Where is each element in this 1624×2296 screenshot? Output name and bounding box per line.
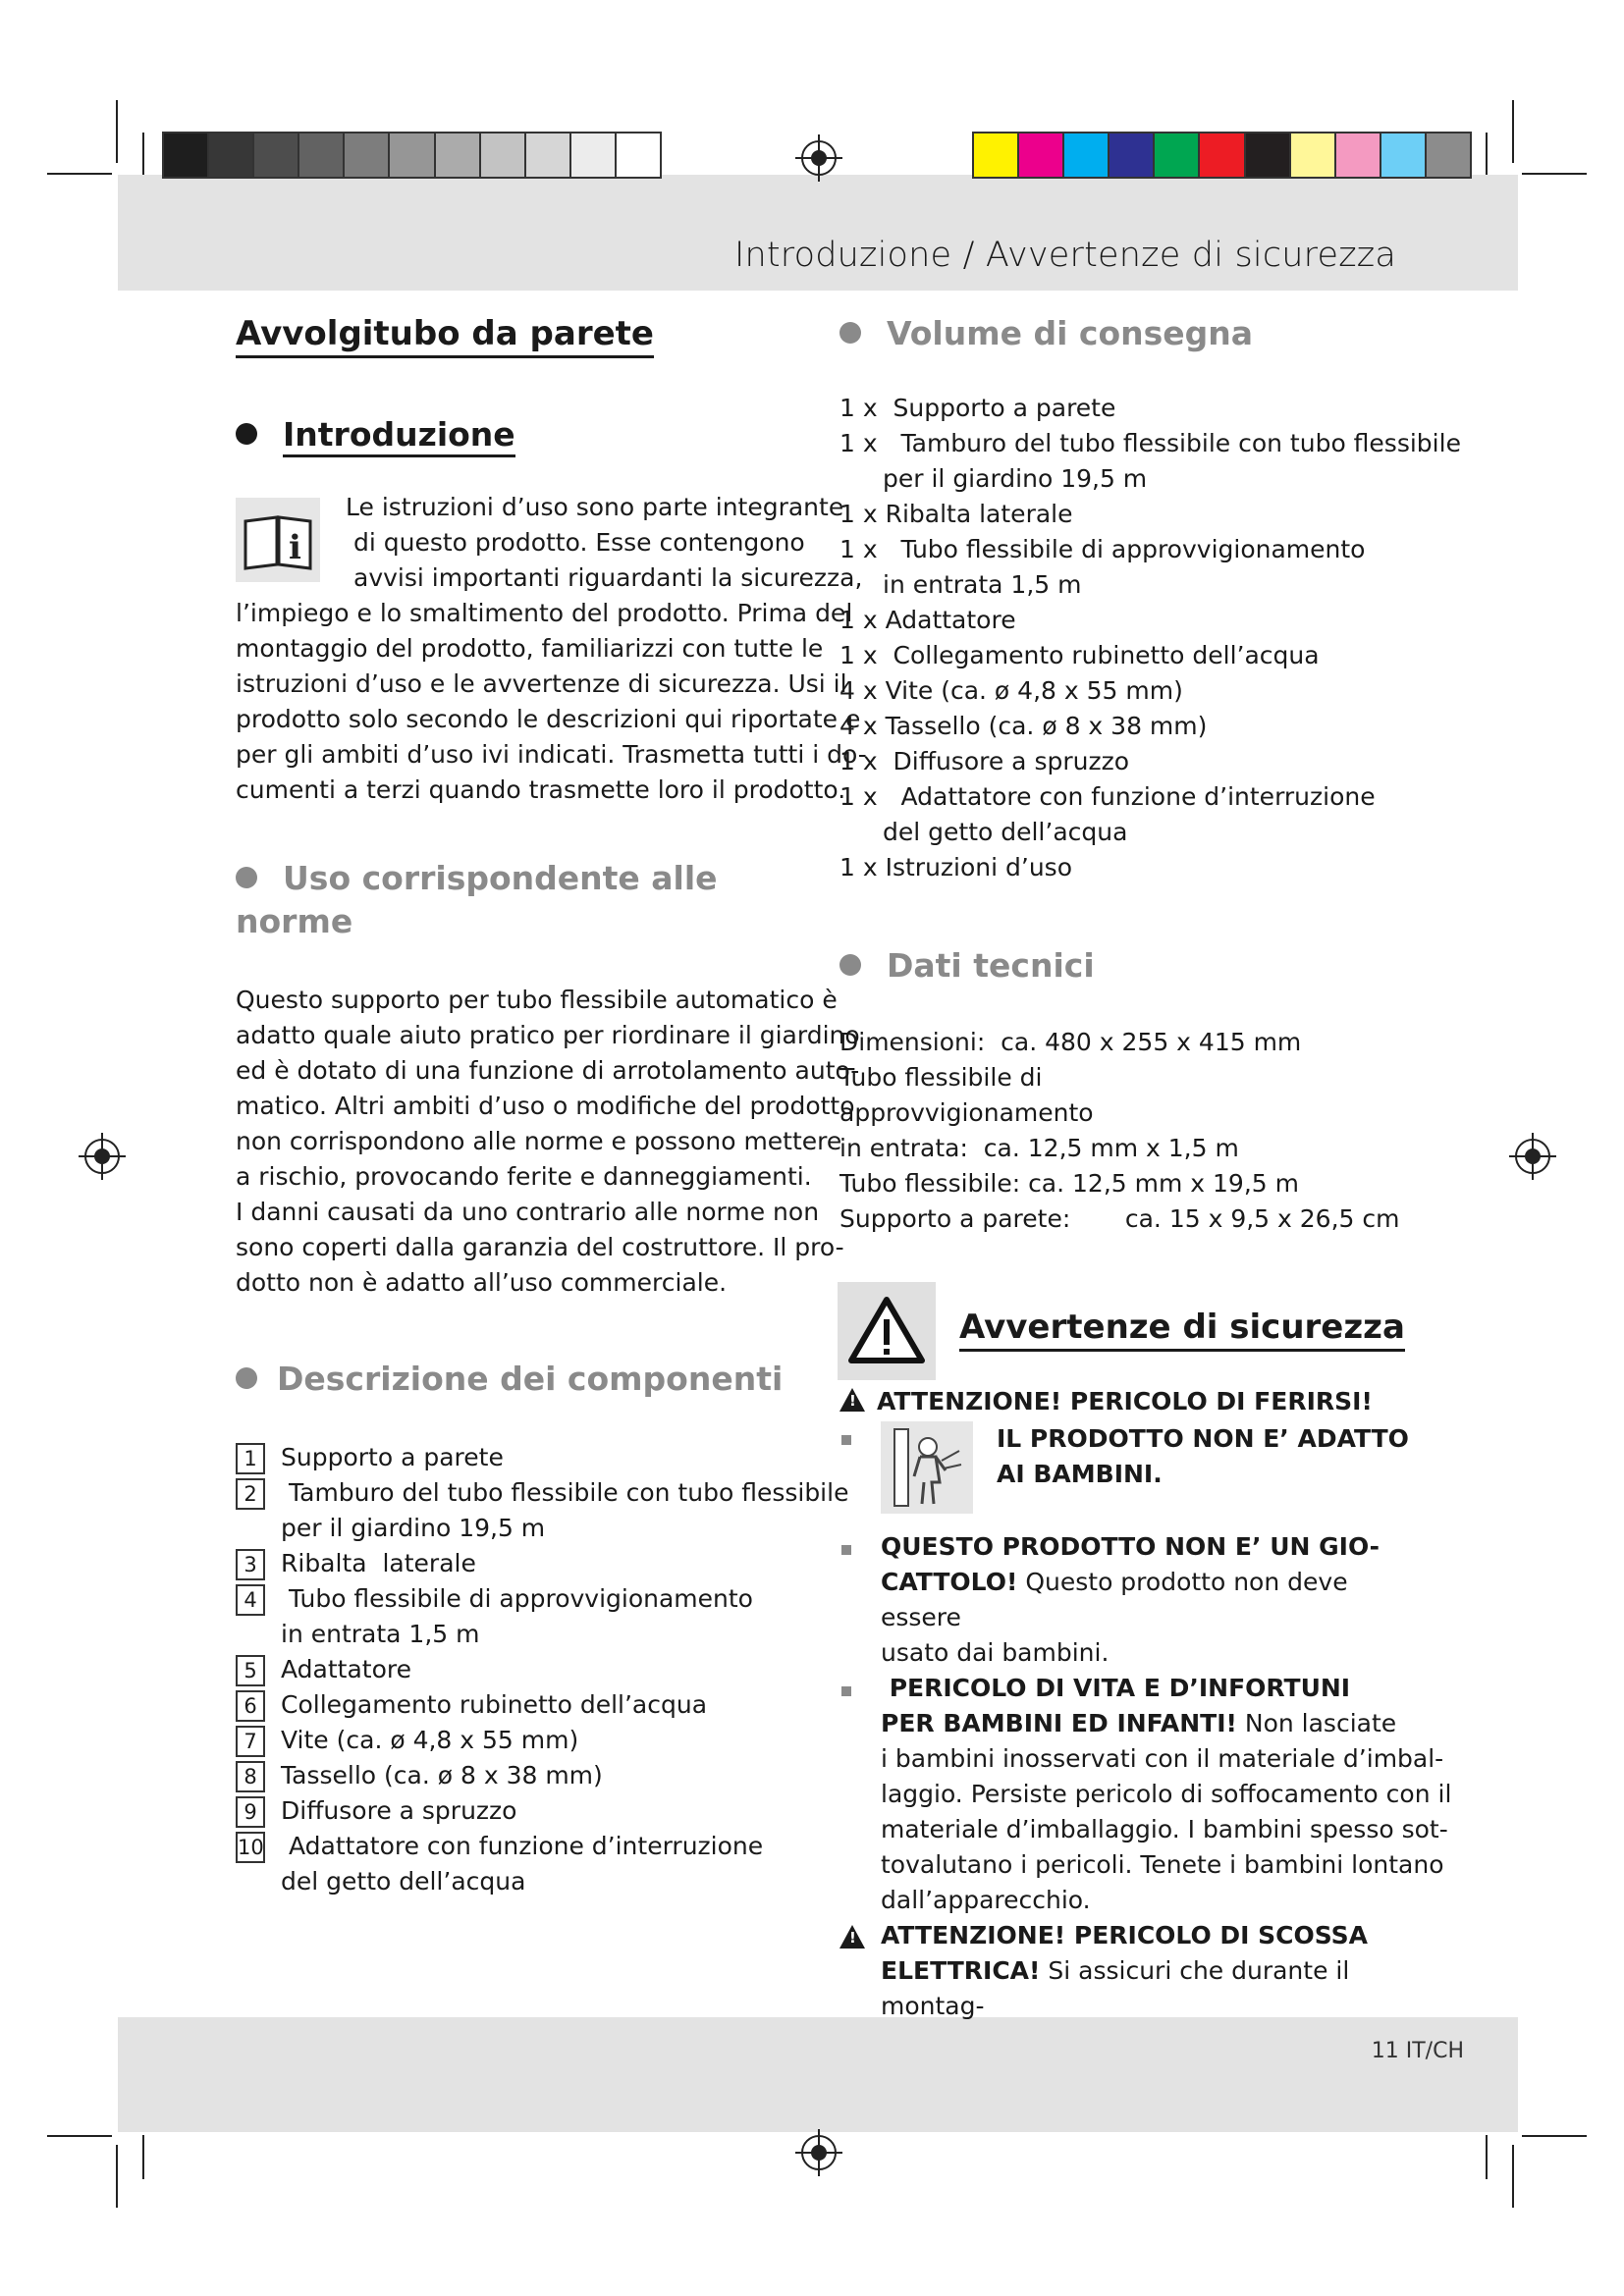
bullet-square-icon [841,1686,851,1696]
text-line: avvisi importanti riguardanti la sicurezza, [353,563,863,592]
component-label: Adattatore con funzione d’interruzione [289,1832,764,1860]
component-label: Ribalta laterale [281,1549,476,1577]
text-line: cumenti a terzi quando trasmette loro il prodotto. [236,775,846,804]
component-label: del getto dell’acqua [281,1867,526,1896]
component-label: Tassello (ca. ø 8 x 38 mm) [281,1761,603,1789]
text-line: dall’apparecchio. [881,1886,1091,1914]
text-line: Tubo flessibile: ca. 12,5 mm x 19,5 m [839,1169,1299,1198]
delivery-heading: Volume di consegna [839,312,1419,355]
text-line: a rischio, provocando ferite e danneggiamenti. [236,1162,812,1191]
color-swatch [1155,133,1200,177]
bullet-dot-icon [236,867,257,888]
delivery-list [839,391,1461,885]
left-column [236,312,867,1899]
component-number: 3 [236,1549,265,1580]
bullet-dot-icon [236,1367,257,1389]
text-line: 1 x Ribalta laterale [839,500,1073,528]
components-heading: Descrizione dei componenti [236,1358,805,1401]
text-line: l’impiego e lo smaltimento del prodotto. Prima del [236,599,853,627]
component-label: per il giardino 19,5 m [281,1514,546,1542]
color-swatch [345,133,390,177]
component-item [236,1475,849,1546]
component-number: 4 [236,1584,265,1616]
text-line: dotto non è adatto all’uso commerciale. [236,1268,728,1297]
component-item [236,1723,805,1758]
text-line: Questo supporto per tubo flessibile automatico è [236,986,838,1014]
text-line: istruzioni d’uso e le avvertenze di sicurezza. Usi il [236,669,847,698]
tech-heading: Dati tecnici [839,944,1419,988]
text-line: adatto quale aiuto pratico per riordinare il giardino [236,1021,860,1049]
child-hazard-icon [881,1421,973,1514]
intro-block [236,490,867,808]
text-line: di questo prodotto. Esse contengono [353,528,805,557]
component-label: Supporto a parete [281,1443,504,1471]
greyscale-strip [162,132,662,179]
text-line: per gli ambiti d’uso ivi indicati. Trasmetta tutti i do- [236,740,867,769]
text-line: montaggio del prodotto, familiarizzi con tutte le [236,634,824,663]
component-label: Vite (ca. ø 4,8 x 55 mm) [281,1726,579,1754]
component-item [236,1829,805,1899]
tech-data [839,1025,1419,1237]
text-line: in entrata 1,5 m [883,570,1082,599]
components-list [236,1440,849,1899]
bullet-dot-icon [236,423,257,445]
svg-text:i: i [289,528,301,567]
component-number: 10 [236,1832,265,1863]
text-line: 1 x Istruzioni d’uso [839,853,1072,881]
color-swatch [254,133,299,177]
text-line: Le istruzioni d’uso sono parte integrante [346,493,844,521]
text-line: approvvigionamento [839,1098,1094,1127]
page-number: 11 IT/CH [1371,2039,1464,2063]
intro-heading: Introduzione [236,413,805,456]
text-line: materiale d’imballaggio. I bambini spesso sot- [881,1815,1448,1843]
component-number: 6 [236,1690,265,1722]
text-line: in entrata: ca. 12,5 mm x 1,5 m [839,1134,1239,1162]
usage-text [236,983,860,1301]
color-swatch [1200,133,1245,177]
component-item [236,1758,805,1793]
color-swatch [209,133,254,177]
registration-mark-icon [84,1139,120,1174]
color-swatch [1427,133,1470,177]
text-line: per il giardino 19,5 m [883,464,1148,493]
text-line: 4 x Tassello (ca. ø 8 x 38 mm) [839,712,1208,740]
text-line: 1 x Adattatore [839,606,1016,634]
component-item [236,1652,805,1687]
bullet-square-icon [841,1545,851,1555]
text-line: 1 x Tubo flessibile di approvvigionamento [839,535,1366,563]
electric-warning: ! ATTENZIONE! PERICOLO DI SCOSSA ELETTRICA! Si assicuri che durante il montag- [839,1918,1419,2024]
component-label: in entrata 1,5 m [281,1620,480,1648]
text-line: 1 x Supporto a parete [839,394,1116,422]
bullet-dot-icon [839,954,861,976]
text-line: Tubo flessibile di [839,1063,1043,1092]
text-line: matico. Altri ambiti d’uso o modifiche del prodotto [236,1092,855,1120]
text-line: Supporto a parete: ca. 15 x 9,5 x 26,5 cm [839,1204,1400,1233]
registration-mark-icon [801,140,837,176]
intro-text [236,490,867,808]
child-warning: IL PRODOTTO NON E’ ADATTO AI BAMBINI. [839,1421,1419,1520]
color-swatch [1381,133,1427,177]
registration-mark-icon [1515,1139,1550,1174]
text-line: 1 x Diffusore a spruzzo [839,747,1130,775]
text-line: ed è dotato di una funzione di arrotolamento auto- [236,1056,860,1085]
footer-band [118,2017,1518,2132]
right-column [839,312,1461,2024]
color-swatch [436,133,481,177]
color-swatch [526,133,571,177]
text-line: 4 x Vite (ca. ø 4,8 x 55 mm) [839,676,1183,705]
text-line: non corrispondono alle norme e possono mettere [236,1127,842,1155]
color-swatch [164,133,209,177]
warning-triangle-icon [839,1925,865,1949]
document-title: Avvolgitubo da parete [236,312,654,358]
color-swatch [1336,133,1381,177]
color-swatch [1064,133,1110,177]
text-line: i bambini inosservati con il materiale d’imbal- [881,1744,1444,1773]
text-line: 1 x Collegamento rubinetto dell’acqua [839,641,1320,669]
registration-mark-icon [801,2135,837,2170]
text-line: sono coperti dalla garanzia del costruttore. Il pro- [236,1233,844,1261]
bullet-dot-icon [839,322,861,344]
component-item [236,1793,805,1829]
safety-heading-block [839,1282,1419,1380]
component-number: 2 [236,1478,265,1510]
text-line: laggio. Persiste pericolo di soffocamento con il [881,1780,1452,1808]
component-label: Adattatore [281,1655,411,1683]
text-line: 1 x Tamburo del tubo flessibile con tubo flessibile [839,429,1461,457]
color-swatch [1246,133,1291,177]
color-swatch [617,133,660,177]
color-swatch [974,133,1019,177]
component-item [236,1687,805,1723]
usage-heading: Uso corrispondente alle norme [236,859,718,940]
color-swatch [1110,133,1155,177]
header-title: Introduzione / Avvertenze di sicurezza [733,236,1396,275]
component-item [236,1440,805,1475]
color-swatch [481,133,526,177]
component-number: 9 [236,1796,265,1828]
component-number: 5 [236,1655,265,1686]
component-item [236,1581,805,1652]
component-label: Diffusore a spruzzo [281,1796,517,1825]
warning-triangle-icon [839,1388,865,1412]
text-line: prodotto solo secondo le descrizioni qui riportate e [236,705,861,733]
color-swatch [1291,133,1336,177]
text-line: Dimensioni: ca. 480 x 255 x 415 mm [839,1028,1302,1056]
color-swatch [299,133,345,177]
text-line: del getto dell’acqua [883,818,1128,846]
text-line: tovalutano i pericoli. Tenete i bambini lontano [881,1850,1444,1879]
color-strip [972,132,1472,179]
color-swatch [390,133,435,177]
safety-warnings [839,1384,1452,2024]
color-swatch [1019,133,1064,177]
component-number: 1 [236,1443,265,1474]
component-number: 7 [236,1726,265,1757]
component-label: Tamburo del tubo flessibile con tubo flessibile [289,1478,849,1507]
warning-triangle-icon [838,1282,936,1380]
color-swatch [571,133,617,177]
info-book-icon [236,498,320,582]
safety-heading: Avvertenze di sicurezza [959,1306,1405,1352]
bullet-square-icon [841,1435,851,1445]
component-label: Tubo flessibile di approvvigionamento [289,1584,753,1613]
life-warning: PERICOLO DI VITA E D’INFORTUNI PER BAMBINI ED INFANTI! Non lasciate i bambini inosservati con il materiale d’imbal- laggio. Persiste pericolo di soffocamento con il materiale d’imballaggio. I bambini spesso sot- tovalutano i pericoli. Tenete i bambini lontano dall’apparecchio. [839,1671,1419,1918]
text-line: 1 x Adattatore con funzione d’interruzione [839,782,1376,811]
component-number: 8 [236,1761,265,1792]
component-item [236,1546,805,1581]
injury-warning: !ATTENZIONE! PERICOLO DI FERIRSI! [839,1384,1419,1419]
toy-warning: QUESTO PRODOTTO NON E’ UN GIO- CATTOLO! Questo prodotto non deve essere usato dai bambini. [839,1529,1419,1671]
component-label: Collegamento rubinetto dell’acqua [281,1690,708,1719]
text-line: I danni causati da uno contrario alle norme non [236,1198,820,1226]
